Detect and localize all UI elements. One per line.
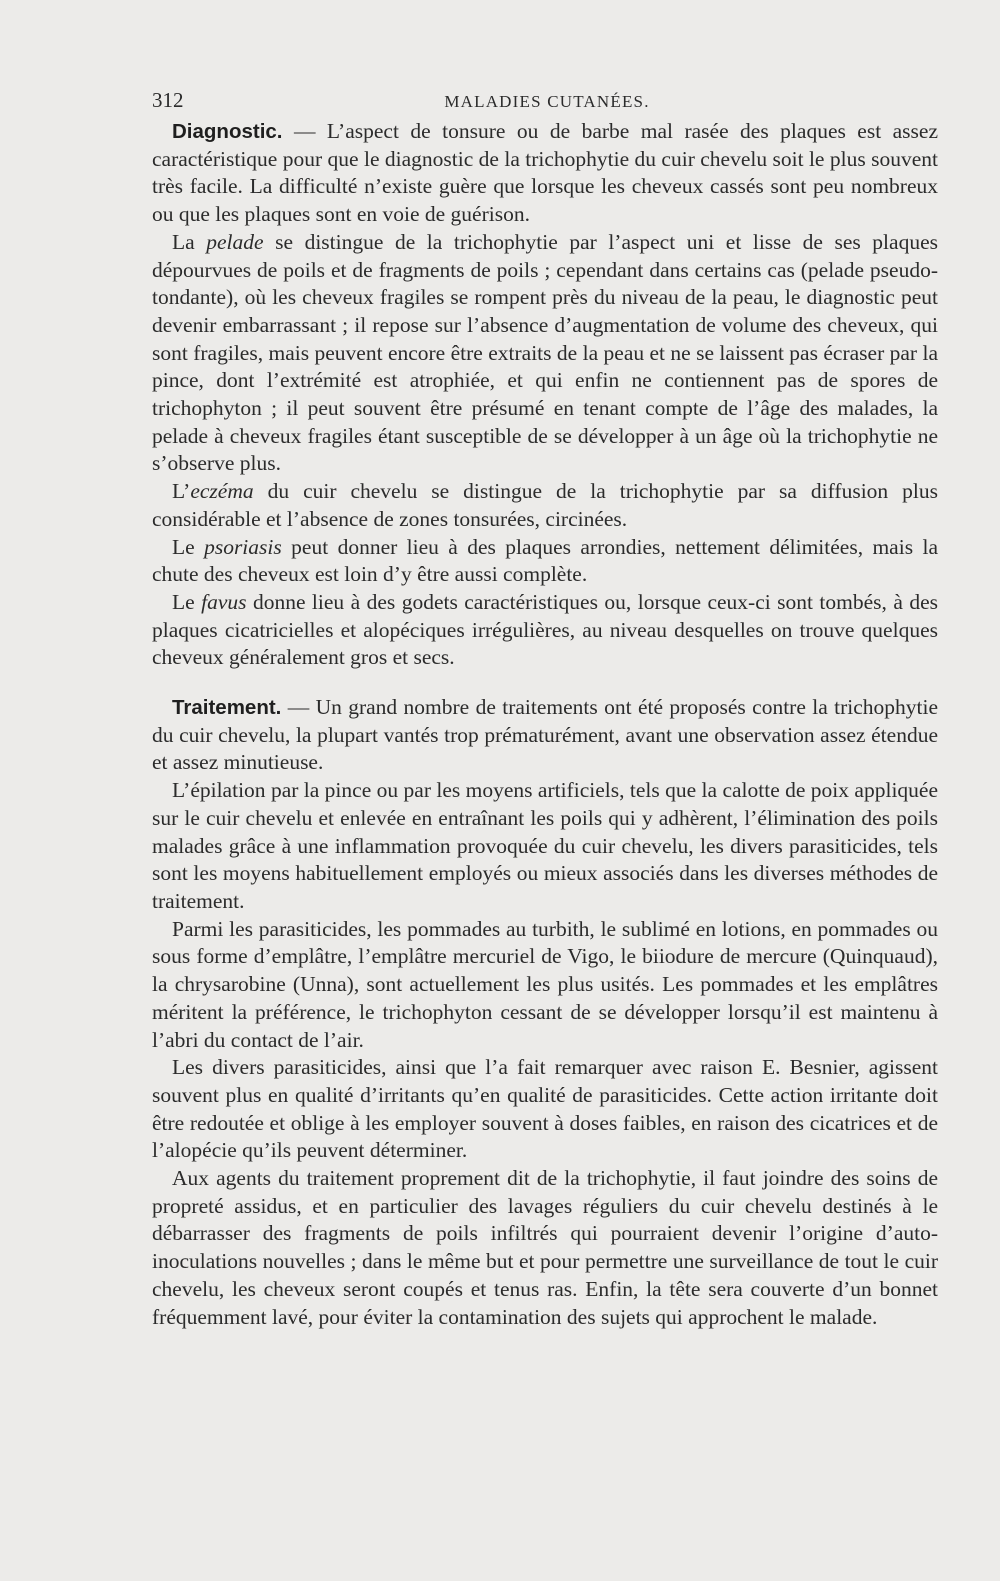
traitement-paragraph-parasiticides: Parmi les parasiticides, les pommades au turbith, le sublimé en lotions, en pommades ou sous forme d’emplâtre, l’emplâtre mercuriel de Vigo, le biiodure de mercure (Quinquaud), la chrysarobine (Unna), sont actuellement les plus usités. Les pommades et les emplâtres méritent la préférence, le trichophyton cessant de se développer lorsqu’il est maintenu à l’abri du contact de l’air. [152, 916, 938, 1052]
paragraph-text: donne lieu à des godets caractéristiques ou, lorsque ceux-ci sont tombés, à des plaques cicatricielles et alopéciques irrégulières, au niveau desquelles on trouve quelques cheveux généralement gros et secs. [152, 589, 938, 670]
page-body [152, 118, 938, 1331]
paragraph-text: du cuir chevelu se distingue de la trichophytie par sa diffusion plus considérable et l’absence de zones tonsurées, circinées. [152, 479, 938, 531]
paragraph-text: Le [172, 534, 205, 559]
paragraph-text: — L’aspect de tonsure ou de barbe mal rasée des plaques est assez caractéristique pour que le diagnostic de la trichophytie du cuir chevelu soit le plus souvent très facile. La difficulté n’existe guère que lorsque les cheveux cassés sont peu nombreux ou que les plaques sont en voie de guérison. [152, 119, 938, 227]
paragraph-text: — Un grand nombre de traitements ont été proposés contre la trichophytie du cuir chevelu, la plupart vantés trop prématurément, avant une observation assez étendue et assez minutieuse. [152, 695, 938, 775]
diagnostic-paragraph-1 [152, 118, 938, 229]
traitement-paragraph-1 [152, 694, 938, 777]
paragraph-text: peut donner lieu à des plaques arrondies, nettement délimitées, mais la chute des cheveux est loin d’y être aussi complète. [152, 534, 938, 587]
traitement-paragraph-besnier: Les divers parasiticides, ainsi que l’a fait remarquer avec raison E. Besnier, agissent souvent plus en qualité d’irritants qu’en qualité de parasiticides. Cette action irritante doit être redoutée et oblige à les employer souvent à doses faibles, en raison des cicatrices et de l’alopécie qu’ils peuvent déterminer. [152, 1055, 938, 1163]
running-head [152, 88, 942, 118]
paragraph-text: L’ [172, 479, 191, 504]
term-psoriasis: psoriasis [204, 534, 282, 559]
term-favus: favus [201, 589, 247, 614]
traitement-paragraph-epilation: L’épilation par la pince ou par les moyens artificiels, tels que la calotte de poix appliquée sur le cuir chevelu et enlevée en entraînant les poils qui y adhèrent, l’élimination des poils malades grâce à une inflammation provoquée du cuir chevelu, les divers parasiticides, tels sont les moyens habituellement employés ou mieux associés dans les diverses méthodes de traitement. [152, 778, 938, 913]
diagnostic-paragraph-psoriasis [152, 534, 938, 589]
section-heading-traitement: Traitement. [172, 696, 282, 720]
paragraph-text: se distingue de la trichophytie par l’aspect uni et lisse de ses plaques dépourvues de poils et de fragments de poils ; cependant dans certains cas (pelade pseudo-tondante), où les cheveux fragiles se rompent près du niveau de la peau, le diagnostic peut devenir embarrassant ; il repose sur l’absence d’augmentation de volume des cheveux, qui sont fragiles, mais peuvent encore être extraits de la peau et ne se laissent pas écraser par la pince, dont l’extrémité est atrophiée, et qui enfin ne contiennent pas de spores de trichophyton ; il peut souvent être présumé en tenant compte de l’âge des malades, la pelade à cheveux fragiles étant susceptible de se développer à un âge où la trichophytie ne s’observe plus. [152, 229, 938, 476]
paragraph-text: Le [172, 589, 202, 614]
running-title: MALADIES CUTANÉES. [444, 92, 650, 111]
traitement-paragraph-proprete: Aux agents du traitement proprement dit de la trichophytie, il faut joindre des soins de propreté assidus, et en particulier des lavages réguliers du cuir chevelu destinés à le débarrasser des fragments de poils infiltrés qui pourraient devenir l’origine d’auto-inoculations nouvelles ; dans le même but et pour permettre une surveillance de tout le cuir chevelu, les cheveux seront coupés et tenus ras. Enfin, la tête sera couverte d’un bonnet fréquemment lavé, pour éviter la contamination des sujets qui approchent le malade. [152, 1166, 938, 1329]
page-number: 312 [152, 88, 184, 112]
paragraph-text: La [172, 229, 207, 254]
term-eczema: eczéma [190, 479, 254, 504]
section-heading-diagnostic: Diagnostic. [172, 120, 283, 143]
diagnostic-paragraph-pelade [152, 229, 938, 478]
diagnostic-paragraph-eczema [152, 478, 938, 533]
diagnostic-paragraph-favus [152, 589, 938, 672]
term-pelade: pelade [206, 229, 264, 254]
